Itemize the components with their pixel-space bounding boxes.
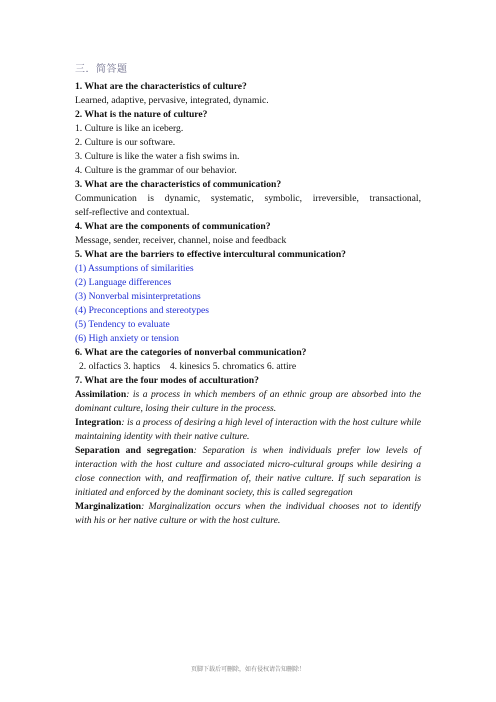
answer-3-line-1: Communication is dynamic, systematic, symbolic, irreversible, transactional, [75,193,421,204]
barrier-item-5: (5) Tendency to evaluate [75,319,170,330]
answer-2-line-2: 2. Culture is our software. [75,137,176,148]
question-5: 5. What are the barriers to effective intercultural communication? [75,249,346,260]
question-3: 3. What are the characteristics of communication? [75,179,282,190]
barrier-item-2: (2) Language differences [75,277,172,288]
answer-1: Learned, adaptive, pervasive, integrated, dynamic. [75,95,269,106]
integration-term: Integration [75,417,122,428]
answer-3-line-2: self-reflective and contextual. [75,207,190,218]
answer-2-line-4: 4. Culture is the grammar of our behavior. [75,165,237,176]
marginalization-text: : Marginalization occurs when the individual chooses not to identify with his or her native culture or with the host culture. [75,501,421,526]
barrier-item-1: (1) Assumptions of similarities [75,263,194,274]
barrier-item-6: (6) High anxiety or tension [75,333,179,344]
answer-2-line-3: 3. Culture is like the water a fish swims in. [75,151,240,162]
question-1: 1. What are the characteristics of culture? [75,81,247,92]
integration-paragraph [75,416,421,444]
assimilation-term: Assimilation [75,389,127,400]
question-2: 2. What is the nature of culture? [75,109,208,120]
answer-4: Message, sender, receiver, channel, noise and feedback [75,235,287,246]
answer-2-line-1: 1. Culture is like an iceberg. [75,123,184,134]
section-title: 三．简答题 [75,64,128,75]
answer-6: 2. olfactics 3. haptics 4. kinesics 5. chromatics 6. attire [79,361,297,372]
marginalization-term: Marginalization [75,501,142,512]
question-6: 6. What are the categories of nonverbal communication? [75,347,307,358]
integration-text: : is a process of desiring a high level of interaction with the host culture while maintaining identity with their native culture. [75,417,421,442]
separation-text: : Separation is when individuals prefer low levels of interaction with the host culture and associated micro-cultural groups while desiring a close connection with, and reaffirmation of, their native culture. If such separation is initiated and enforced by the dominant society, this is called segregation [75,445,421,498]
marginalization-paragraph [75,500,421,528]
question-4: 4. What are the components of communication? [75,221,271,232]
page-footer: 页脚下载后可删除，如有侵权请告知删除！ [190,666,305,673]
assimilation-paragraph [75,388,421,416]
separation-paragraph [75,444,421,500]
barrier-item-4: (4) Preconceptions and stereotypes [75,305,210,316]
assimilation-text: : is a process in which members of an ethnic group are absorbed into the dominant culture, losing their culture in the process. [75,389,421,414]
document-body [75,60,421,528]
barrier-item-3: (3) Nonverbal misinterpretations [75,291,201,302]
question-7: 7. What are the four modes of acculturation? [75,375,259,386]
separation-term: Separation and segregation [75,445,194,456]
